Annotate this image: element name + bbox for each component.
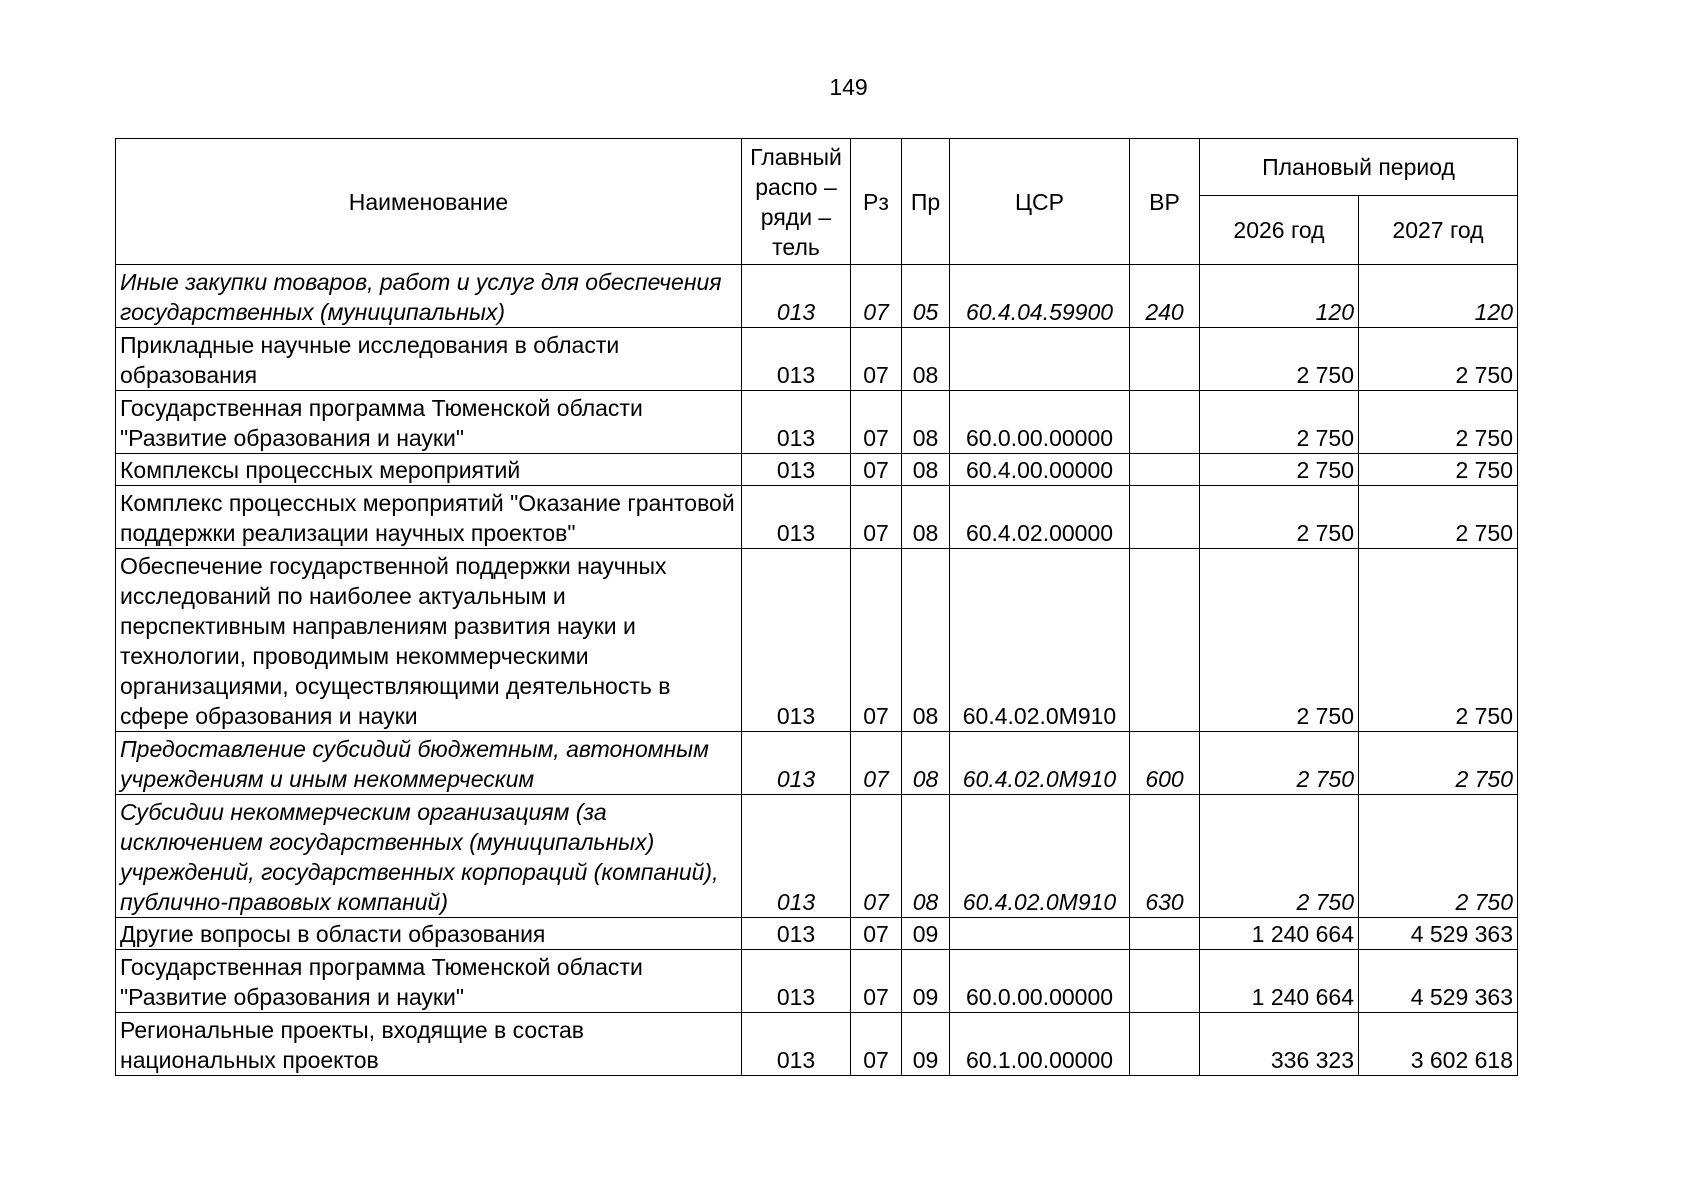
row-2026: 336 323	[1200, 1013, 1359, 1076]
row-csr	[950, 328, 1130, 391]
row-glavny: 013	[742, 454, 851, 486]
row-pr: 08	[902, 391, 950, 454]
row-glavny: 013	[742, 795, 851, 918]
row-pr: 09	[902, 1013, 950, 1076]
header-vr: ВР	[1130, 139, 1200, 265]
row-name: Иные закупки товаров, работ и услуг для обеспечения государственных (муниципальных)	[116, 265, 742, 328]
row-pr: 09	[902, 950, 950, 1013]
row-rz: 07	[851, 265, 902, 328]
header-year-2026: 2026 год	[1200, 196, 1359, 265]
table-row	[116, 950, 1518, 1013]
row-2026: 2 750	[1200, 549, 1359, 732]
table-row	[116, 1013, 1518, 1076]
budget-table	[115, 138, 1518, 1076]
row-rz: 07	[851, 454, 902, 486]
row-vr	[1130, 950, 1200, 1013]
header-year-2027: 2027 год	[1359, 196, 1518, 265]
row-csr: 60.4.02.0М910	[950, 732, 1130, 795]
row-csr: 60.4.04.59900	[950, 265, 1130, 328]
row-pr: 09	[902, 918, 950, 950]
row-2026: 120	[1200, 265, 1359, 328]
row-vr: 630	[1130, 795, 1200, 918]
row-2026: 1 240 664	[1200, 950, 1359, 1013]
row-2027: 2 750	[1359, 328, 1518, 391]
row-2027: 3 602 618	[1359, 1013, 1518, 1076]
row-pr: 08	[902, 549, 950, 732]
row-pr: 08	[902, 732, 950, 795]
row-pr: 08	[902, 486, 950, 549]
row-csr: 60.4.02.00000	[950, 486, 1130, 549]
row-csr: 60.0.00.00000	[950, 391, 1130, 454]
table-row	[116, 795, 1518, 918]
row-2027: 2 750	[1359, 486, 1518, 549]
row-2026: 1 240 664	[1200, 918, 1359, 950]
row-rz: 07	[851, 732, 902, 795]
row-glavny: 013	[742, 391, 851, 454]
row-vr	[1130, 549, 1200, 732]
row-name: Комплекс процессных мероприятий "Оказание грантовой поддержки реализации научных проектов"	[116, 486, 742, 549]
row-glavny: 013	[742, 328, 851, 391]
row-2027: 4 529 363	[1359, 950, 1518, 1013]
row-vr: 240	[1130, 265, 1200, 328]
table-row	[116, 549, 1518, 732]
row-2026: 2 750	[1200, 486, 1359, 549]
row-pr: 08	[902, 454, 950, 486]
table-row	[116, 265, 1518, 328]
row-name: Предоставление субсидий бюджетным, автономным учреждениям и иным некоммерческим	[116, 732, 742, 795]
row-2027: 2 750	[1359, 391, 1518, 454]
row-vr	[1130, 486, 1200, 549]
row-2027: 2 750	[1359, 454, 1518, 486]
row-name: Субсидии некоммерческим организациям (за исключением государственных (муниципальных) учреждений, государственных корпораций (компаний), публично-правовых компаний)	[116, 795, 742, 918]
row-name: Обеспечение государственной поддержки научных исследований по наиболее актуальным и перспективным направлениям развития науки и технологии, проводимым некоммерческими организациями, осуществляющими деятельность в сфере образования и науки	[116, 549, 742, 732]
row-csr: 60.4.00.00000	[950, 454, 1130, 486]
row-2026: 2 750	[1200, 732, 1359, 795]
row-name: Государственная программа Тюменской области "Развитие образования и науки"	[116, 950, 742, 1013]
row-pr: 08	[902, 328, 950, 391]
row-csr: 60.4.02.0М910	[950, 549, 1130, 732]
row-2026: 2 750	[1200, 795, 1359, 918]
header-name: Наименование	[116, 139, 742, 265]
row-rz: 07	[851, 328, 902, 391]
table-row	[116, 454, 1518, 486]
row-rz: 07	[851, 918, 902, 950]
header-planning-period: Плановый период	[1200, 139, 1518, 196]
row-name: Региональные проекты, входящие в состав национальных проектов	[116, 1013, 742, 1076]
page-number: 149	[829, 74, 868, 100]
row-csr	[950, 918, 1130, 950]
row-csr: 60.1.00.00000	[950, 1013, 1130, 1076]
row-2026: 2 750	[1200, 454, 1359, 486]
row-vr	[1130, 454, 1200, 486]
row-glavny: 013	[742, 732, 851, 795]
row-2027: 2 750	[1359, 732, 1518, 795]
row-pr: 08	[902, 795, 950, 918]
row-glavny: 013	[742, 265, 851, 328]
row-glavny: 013	[742, 918, 851, 950]
header-csr: ЦСР	[950, 139, 1130, 265]
row-glavny: 013	[742, 486, 851, 549]
row-2027: 2 750	[1359, 549, 1518, 732]
row-name: Государственная программа Тюменской области "Развитие образования и науки"	[116, 391, 742, 454]
row-rz: 07	[851, 1013, 902, 1076]
row-2027: 120	[1359, 265, 1518, 328]
row-name: Другие вопросы в области образования	[116, 918, 742, 950]
row-csr: 60.0.00.00000	[950, 950, 1130, 1013]
header-glavny: Главный распо – ряди – тель	[742, 139, 851, 265]
row-name: Прикладные научные исследования в области образования	[116, 328, 742, 391]
row-2026: 2 750	[1200, 391, 1359, 454]
row-vr	[1130, 1013, 1200, 1076]
table-row	[116, 486, 1518, 549]
row-glavny: 013	[742, 950, 851, 1013]
row-vr: 600	[1130, 732, 1200, 795]
row-vr	[1130, 391, 1200, 454]
row-2026: 2 750	[1200, 328, 1359, 391]
row-rz: 07	[851, 950, 902, 1013]
row-glavny: 013	[742, 549, 851, 732]
table-row	[116, 391, 1518, 454]
table-row	[116, 328, 1518, 391]
row-rz: 07	[851, 391, 902, 454]
table-row	[116, 732, 1518, 795]
row-vr	[1130, 328, 1200, 391]
row-csr: 60.4.02.0М910	[950, 795, 1130, 918]
header-pr: Пр	[902, 139, 950, 265]
row-rz: 07	[851, 486, 902, 549]
row-glavny: 013	[742, 1013, 851, 1076]
row-name: Комплексы процессных мероприятий	[116, 454, 742, 486]
table-row	[116, 918, 1518, 950]
row-vr	[1130, 918, 1200, 950]
row-2027: 4 529 363	[1359, 918, 1518, 950]
row-rz: 07	[851, 549, 902, 732]
row-2027: 2 750	[1359, 795, 1518, 918]
row-pr: 05	[902, 265, 950, 328]
row-rz: 07	[851, 795, 902, 918]
header-rz: Рз	[851, 139, 902, 265]
